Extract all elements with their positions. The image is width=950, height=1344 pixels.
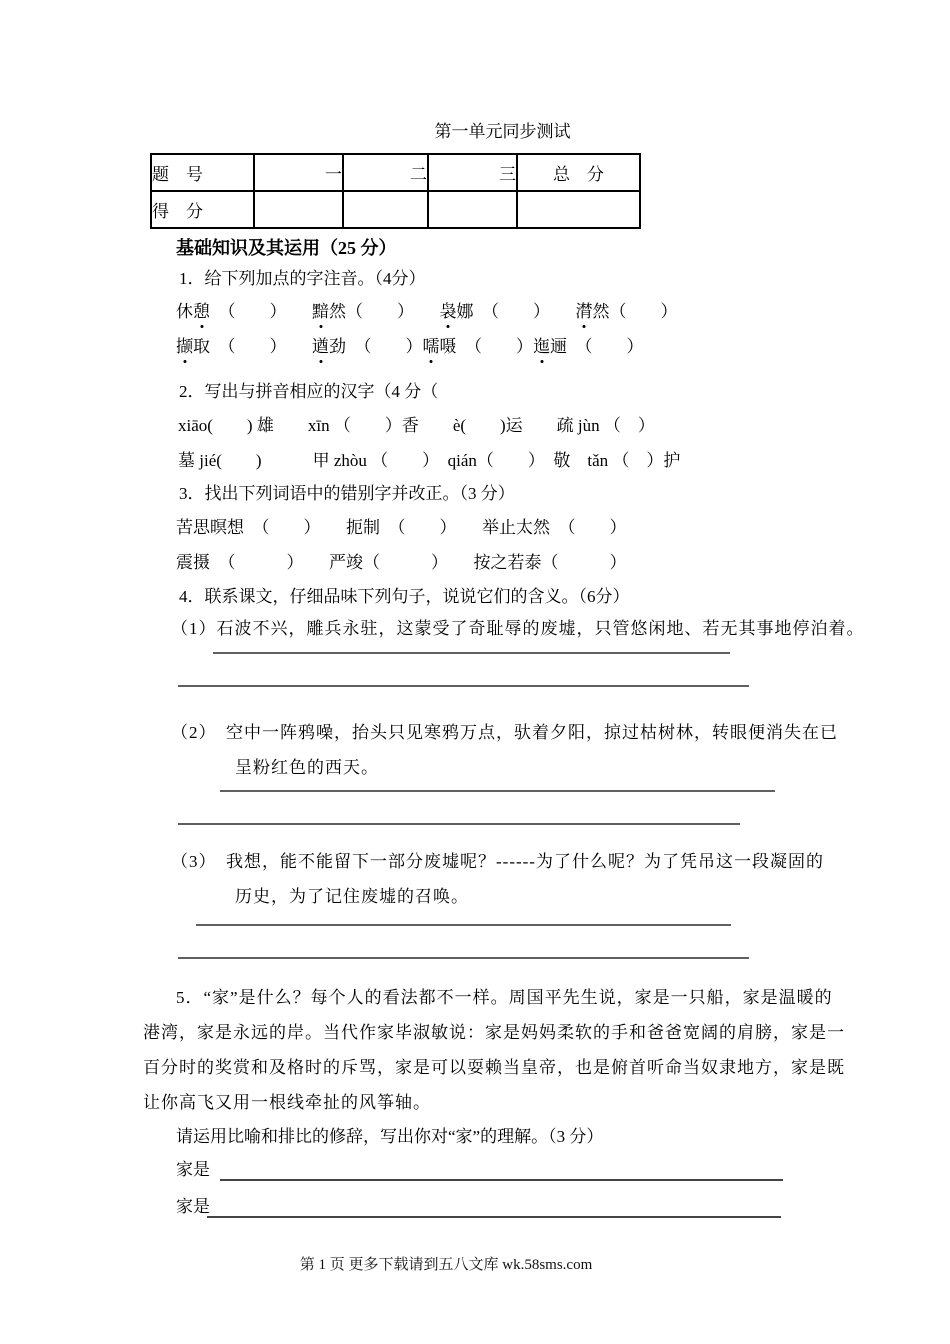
cell-question-number-label: 题 号	[151, 154, 254, 191]
q1-word-row-1: 休憩 （ ） 黯然（ ） 袅娜 （ ） 潸然（ ）	[176, 302, 678, 321]
q2-pinyin-row-2: 墓 jié( ) 甲 zhòu （ ） qián（ ） 敬 tǎn （ ）护	[178, 451, 681, 470]
q4-label: 4．联系课文，仔细品味下列句子，说说它们的含义。（6分）	[179, 587, 630, 606]
cell-section-one: 一	[254, 154, 343, 191]
q2-pinyin-row-1: xiāo( ) 雄 xīn （ ）香 è( )运 疏 jùn （ ）	[178, 416, 655, 435]
q1-label: 1．给下列加点的字注音。（4分）	[179, 269, 426, 288]
cell-score-label: 得 分	[151, 191, 254, 228]
page-title: 第一单元同步测试	[434, 122, 571, 141]
q5-blank-line-1[interactable]	[220, 1179, 783, 1181]
q5-paragraph-line-2: 港湾，家是永远的岸。当代作家毕淑敏说：家是妈妈柔软的手和爸爸宽阔的肩膀，家是一	[143, 1023, 845, 1042]
q5-blank-prefix-2: 家是	[176, 1197, 210, 1216]
q4-answer-line-3b[interactable]	[178, 957, 749, 959]
cell-section-three: 三	[428, 154, 517, 191]
q3-word-row-1: 苦思暝想 （ ） 扼制 （ ） 举止太然 （ ）	[176, 518, 627, 537]
q5-prompt: 请运用比喻和排比的修辞，写出你对“家”的理解。（3 分）	[176, 1127, 604, 1146]
q4-sentence-3-line-2: 历史，为了记住废墟的召唤。	[235, 887, 469, 906]
score-table-score-row	[151, 191, 640, 228]
score-cell-one[interactable]	[254, 191, 343, 228]
q5-blank-line-2[interactable]	[207, 1216, 781, 1218]
score-cell-total[interactable]	[517, 191, 640, 228]
score-cell-two[interactable]	[343, 191, 428, 228]
score-cell-three[interactable]	[428, 191, 517, 228]
q2-label: 2．写出与拼音相应的汉字（4 分（	[179, 382, 439, 401]
q3-word-row-2: 震摄 （ ） 严竣（ ） 按之若泰（ ）	[176, 553, 627, 572]
q4-sentence-2-line-1: （2） 空中一阵鸦噪，抬头只见寒鸦万点，驮着夕阳，掠过枯树林，转眼便消失在已	[171, 723, 838, 742]
q5-paragraph-line-4: 让你高飞又用一根线牵扯的风筝轴。	[143, 1093, 431, 1112]
q4-answer-line-3a[interactable]	[196, 924, 731, 926]
page-footer: 第 1 页 更多下载请到五八文库 wk.58sms.com	[299, 1257, 593, 1273]
q4-sentence-1: （1）石波不兴，雕兵永驻，这蒙受了奇耻辱的废墟，只管悠闲地、若无其事地停泊着。	[171, 619, 865, 638]
section-heading: 基础知识及其运用（25 分）	[176, 238, 397, 258]
q4-sentence-2-line-2: 呈粉红色的西天。	[235, 758, 379, 777]
q4-answer-line-1b[interactable]	[178, 685, 749, 687]
q5-blank-prefix-1: 家是	[176, 1160, 210, 1179]
score-table-header-row	[151, 154, 640, 191]
q4-answer-line-1a[interactable]	[213, 652, 730, 654]
q4-answer-line-2a[interactable]	[220, 790, 775, 792]
cell-section-two: 二	[343, 154, 428, 191]
q1-word-row-2: 撷取 （ ） 遒劲 （ ）嚅嗫 （ ）迤逦 （ ）	[176, 337, 644, 356]
q3-label: 3．找出下列词语中的错别字并改正。（3 分）	[179, 484, 515, 503]
q4-answer-line-2b[interactable]	[178, 823, 740, 825]
q5-paragraph-line-3: 百分时的奖赏和及格时的斥骂，家是可以耍赖当皇帝，也是俯首听命当奴隶地方，家是既	[143, 1058, 845, 1077]
cell-total-score-label: 总 分	[517, 154, 640, 191]
q4-sentence-3-line-1: （3） 我想，能不能留下一部分废墟呢？------为了什么呢？为了凭吊这一段凝固的	[171, 852, 824, 871]
q5-paragraph-line-1: 5．“家”是什么？每个人的看法都不一样。周国平先生说，家是一只船，家是温暖的	[176, 988, 833, 1007]
score-table	[150, 153, 641, 229]
